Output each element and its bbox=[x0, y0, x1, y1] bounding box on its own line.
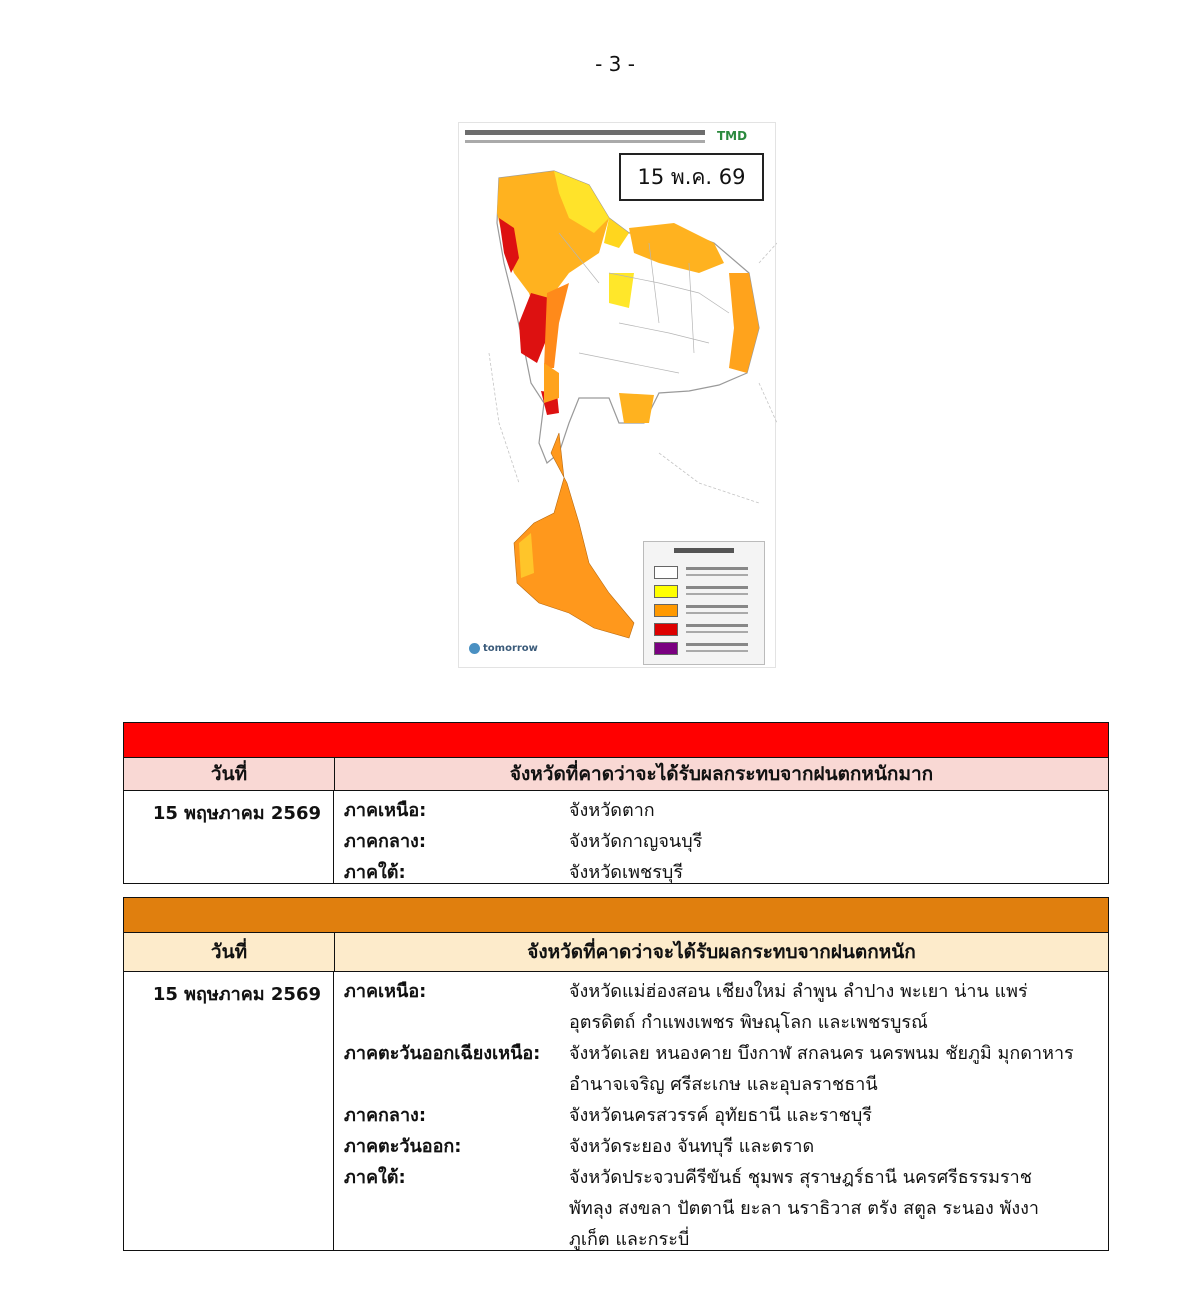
date-column-header: วันที่ bbox=[124, 758, 335, 790]
very-heavy-rain-color-band bbox=[124, 723, 1108, 758]
region-name: ภาคกลาง: bbox=[344, 1105, 427, 1126]
rainfall-forecast-map bbox=[458, 122, 776, 668]
region-row bbox=[344, 1162, 1108, 1255]
table-row bbox=[124, 972, 1108, 1250]
region-name: ภาคกลาง: bbox=[344, 831, 427, 852]
legend-swatch-heavy bbox=[654, 604, 678, 617]
date-column-header: วันที่ bbox=[124, 933, 335, 971]
table-header-row bbox=[124, 758, 1108, 791]
legend-swatch-extreme bbox=[654, 642, 678, 655]
tomorrow-brand bbox=[469, 643, 538, 654]
region-list bbox=[334, 791, 1108, 883]
region-provinces: จังหวัดเพชรบุรี bbox=[569, 862, 683, 883]
legend-text-line bbox=[686, 574, 748, 576]
legend-text-line bbox=[686, 593, 748, 595]
region-row bbox=[344, 1131, 1108, 1162]
heavy-rain-table bbox=[123, 897, 1109, 1251]
region-name: ภาคตะวันออก: bbox=[344, 1136, 462, 1157]
provinces-column-header: จังหวัดที่คาดว่าจะได้รับผลกระทบจากฝนตกหนักมาก bbox=[509, 763, 934, 785]
region-row bbox=[344, 795, 1108, 826]
region-row bbox=[344, 857, 1108, 888]
legend-text-line bbox=[686, 650, 748, 652]
region-name: ภาคใต้: bbox=[344, 1167, 406, 1188]
legend-swatch-very-heavy bbox=[654, 623, 678, 636]
forecast-date: 15 พฤษภาคม 2569 bbox=[124, 791, 334, 883]
east-heavy-rain-area bbox=[619, 393, 654, 423]
legend-text-line bbox=[686, 567, 748, 570]
region-provinces: จังหวัดประจวบคีรีขันธ์ ชุมพร สุราษฎร์ธานี นครศรีธรรมราช พัทลุง สงขลา ปัตตานี ยะลา นราธิวาส ตรัง สตูล ระนอง พังงา ภูเก็ต และกระบี่ bbox=[569, 1167, 1040, 1250]
forecast-date: 15 พฤษภาคม 2569 bbox=[124, 972, 334, 1250]
tmd-logo: TMD bbox=[717, 129, 748, 143]
legend-text-line bbox=[686, 586, 748, 589]
map-legend bbox=[643, 541, 765, 665]
legend-text-line bbox=[686, 605, 748, 608]
heavy-rain-color-band bbox=[124, 898, 1108, 933]
region-name: ภาคตะวันออกเฉียงเหนือ: bbox=[344, 1043, 541, 1064]
legend-text-line bbox=[686, 643, 748, 646]
region-row bbox=[344, 1100, 1108, 1131]
region-row bbox=[344, 976, 1108, 1038]
page-number: - 3 - bbox=[595, 52, 635, 76]
region-row bbox=[344, 1038, 1108, 1100]
region-provinces: จังหวัดระยอง จันทบุรี และตราด bbox=[569, 1136, 815, 1157]
region-provinces: จังหวัดกาญจนบุรี bbox=[569, 831, 703, 852]
provinces-column-header: จังหวัดที่คาดว่าจะได้รับผลกระทบจากฝนตกหนัก bbox=[527, 941, 916, 963]
table-header-row bbox=[124, 933, 1108, 972]
legend-title bbox=[674, 548, 734, 553]
region-provinces: จังหวัดนครสวรรค์ อุทัยธานี และราชบุรี bbox=[569, 1105, 872, 1126]
tomorrow-logo-icon bbox=[469, 643, 480, 654]
region-provinces: จังหวัดตาก bbox=[569, 800, 655, 821]
table-row bbox=[124, 791, 1108, 883]
region-provinces: จังหวัดแม่ฮ่องสอน เชียงใหม่ ลำพูน ลำปาง พะเยา น่าน แพร่ อุตรดิตถ์ กำแพงเพชร พิษณุโลก และเพชรบูรณ์ bbox=[569, 981, 1028, 1033]
region-row bbox=[344, 826, 1108, 857]
legend-swatch-light bbox=[654, 566, 678, 579]
region-name: ภาคเหนือ: bbox=[344, 981, 427, 1002]
region-name: ภาคใต้: bbox=[344, 862, 406, 883]
tomorrow-brand-label: tomorrow bbox=[483, 643, 538, 654]
map-date-label: 15 พ.ค. 69 bbox=[619, 153, 764, 201]
region-provinces: จังหวัดเลย หนองคาย บึงกาฬ สกลนคร นครพนม ชัยภูมิ มุกดาหาร อำนาจเจริญ ศรีสะเกษ และอุบลราชธานี bbox=[569, 1043, 1074, 1095]
region-list bbox=[334, 972, 1108, 1250]
legend-swatch-moderate bbox=[654, 585, 678, 598]
legend-text-line bbox=[686, 624, 748, 627]
legend-text-line bbox=[686, 631, 748, 633]
region-name: ภาคเหนือ: bbox=[344, 800, 427, 821]
legend-text-line bbox=[686, 612, 748, 614]
very-heavy-rain-table bbox=[123, 722, 1109, 884]
south-heavy-rain-area bbox=[514, 433, 634, 638]
